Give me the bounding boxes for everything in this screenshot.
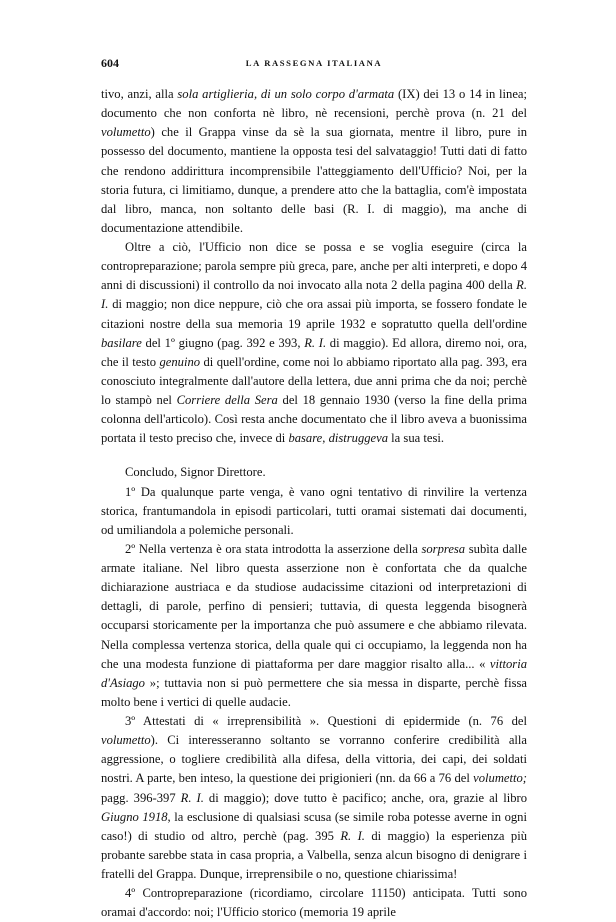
running-title: LA RASSEGNA ITALIANA: [245, 58, 383, 68]
text-run: 1º Da qualunque parte venga, è vano ogni tentativo di rinvilire la vertenza storica, frantumandola in episodi particolari, tutti oramai sistemati dai documenti, od umiliandola a polemiche personali.: [101, 484, 527, 537]
italic-text: volumetto: [101, 125, 151, 140]
text-run: , la esclusione di qualsiasi scusa (se simile roba potesse averne in ogni caso!) di studio od altro, perchè (pag. 395: [101, 809, 527, 843]
text-run: ,: [322, 431, 329, 446]
italic-text: sorpresa: [421, 541, 466, 556]
text-run: del 1º giugno (pag. 392 e 393,: [141, 335, 305, 350]
text-run: 3º Attestati di « irreprensibilità ». Questioni di epidermide (n. 76 del: [125, 714, 527, 728]
italic-text: basilare: [101, 335, 142, 350]
italic-text: R. I.: [180, 790, 204, 805]
text-run: ) che il Grappa vinse da sè la sua giornata, mentre il libro, pure in possesso del documento, mantiene la opposta tesi del salvataggio! Tutti dati di fatto che rendono addirittura incomprensibile l'atteggiamento dell'Ufficio? Noi, per la storia futura, ci limitiamo, dunque, a prendere atto che la battaglia, com'è impostata dal libro, manca, non soltanto delle basi (R. I. di maggio), ma anche di documentazione attendibile.: [101, 125, 527, 235]
italic-text: R. I.: [340, 828, 365, 843]
text-run: ). Ci interesseranno soltanto se vorranno conferire credibilità alla aggressione, o togliere credibilità alla difesa, della vittoria, dei capi, dei soldati nostri. A parte, ben inteso, la questione dei prigionieri (nn. da 66 a 76 del: [101, 733, 527, 786]
paragraph: [101, 540, 527, 712]
text-run: pagg. 396-397: [101, 790, 181, 805]
paragraph: [101, 238, 527, 448]
text-run: di maggio). Ed allora, diremo noi, ora, che il testo: [101, 335, 527, 369]
text-run: subìta dalle armate italiane. Nel libro questa asserzione non è confortata che da qualche dichiarazione austriaca e da studiose audacissime citazioni od interpretazioni di dettagli, di parole, perfino di pensieri; tuttavia, di questa leggenda bisognerà occuparsi storicamente per la importanza che può assumere e che abbiamo rilevata. Nella complessa vertenza storica, della quale qui ci occupiamo, la leggenda non ha che una modesta funzione di piattaforma per dare maggior risalto alla... «: [101, 541, 527, 671]
text-run: di quell'ordine, come noi lo abbiamo riportato alla pag. 393, era conosciuto integralmente dall'autore della lettera, due anni prima che da noi; perchè lo stampò nel: [101, 354, 527, 407]
italic-text: R. I.: [304, 335, 327, 350]
italic-text: vittoria d'Asiago: [101, 656, 527, 690]
text-run: di maggio) la esperienza più probante sarebbe stata in casa propria, a Valbella, senza alcun bisogno di denigrare i fratelli del Grappa. Dunque, irreprensibile o no, questione chiarissima!: [101, 828, 527, 881]
text-run: (IX) dei 13 o 14 in linea; documento che non conforta nè libro, nè recensioni, perchè prova (n. 21 del: [101, 87, 527, 121]
text-run: tivo, anzi, alla: [101, 87, 178, 101]
italic-text: Giugno 1918: [101, 809, 168, 824]
paragraph: [101, 463, 527, 482]
italic-text: basare: [288, 431, 323, 446]
italic-text: sola artiglieria, di un solo corpo d'armata: [177, 87, 395, 101]
text-run: di maggio); dove tutto è pacifico; anche, ora, grazie al libro: [203, 790, 527, 805]
text-run: la sua tesi.: [388, 431, 444, 446]
article-body: [101, 85, 527, 922]
text-run: del 18 gennaio 1930 (verso la fine della prima colonna dell'articolo). Così resta anche documentato che il libro aveva a buonissima portata il testo preciso che, invece di: [101, 393, 527, 446]
text-run: Oltre a ciò, l'Ufficio non dice se possa e se voglia eseguire (circa la contropreparazione; parola sempre più greca, pare, anche per alti interpreti, e dopo 4 anni di discussioni) il controllo da noi invocato alla nota 2 della pagina 400 della: [101, 240, 527, 293]
page-number: 604: [101, 56, 119, 70]
italic-text: volumetto: [101, 733, 151, 748]
text-run: »; tuttavia non si può permettere che sia messa in disparte, perchè fissa molto bene i vertici di quelle audacie.: [101, 675, 527, 709]
text-run: Concludo, Signor Direttore.: [125, 465, 266, 480]
text-run: di maggio; non dice neppure, ciò che ora assai più importa, se fossero fondate le citazioni nostre della sua memoria 19 aprile 1932 e sopratutto quella dell'ordine: [101, 297, 527, 331]
paragraph: [101, 884, 527, 922]
italic-text: R. I.: [101, 278, 527, 312]
text-run: 4º Contropreparazione (ricordiamo, circolare 11150) anticipata. Tutti sono oramai d'accordo: noi; l'Ufficio storico (memoria 19 aprile: [101, 886, 527, 920]
italic-text: distruggeva: [328, 431, 389, 446]
paragraph: [101, 85, 527, 238]
italic-text: Corriere della Sera: [176, 393, 278, 407]
paragraph: [101, 712, 527, 884]
text-run: 2º Nella vertenza è ora stata introdotta la asserzione della: [125, 541, 422, 556]
italic-text: volumetto;: [473, 771, 527, 786]
paragraph-gap: [101, 448, 527, 463]
italic-text: genuino: [159, 354, 201, 369]
paragraph: [101, 483, 527, 540]
